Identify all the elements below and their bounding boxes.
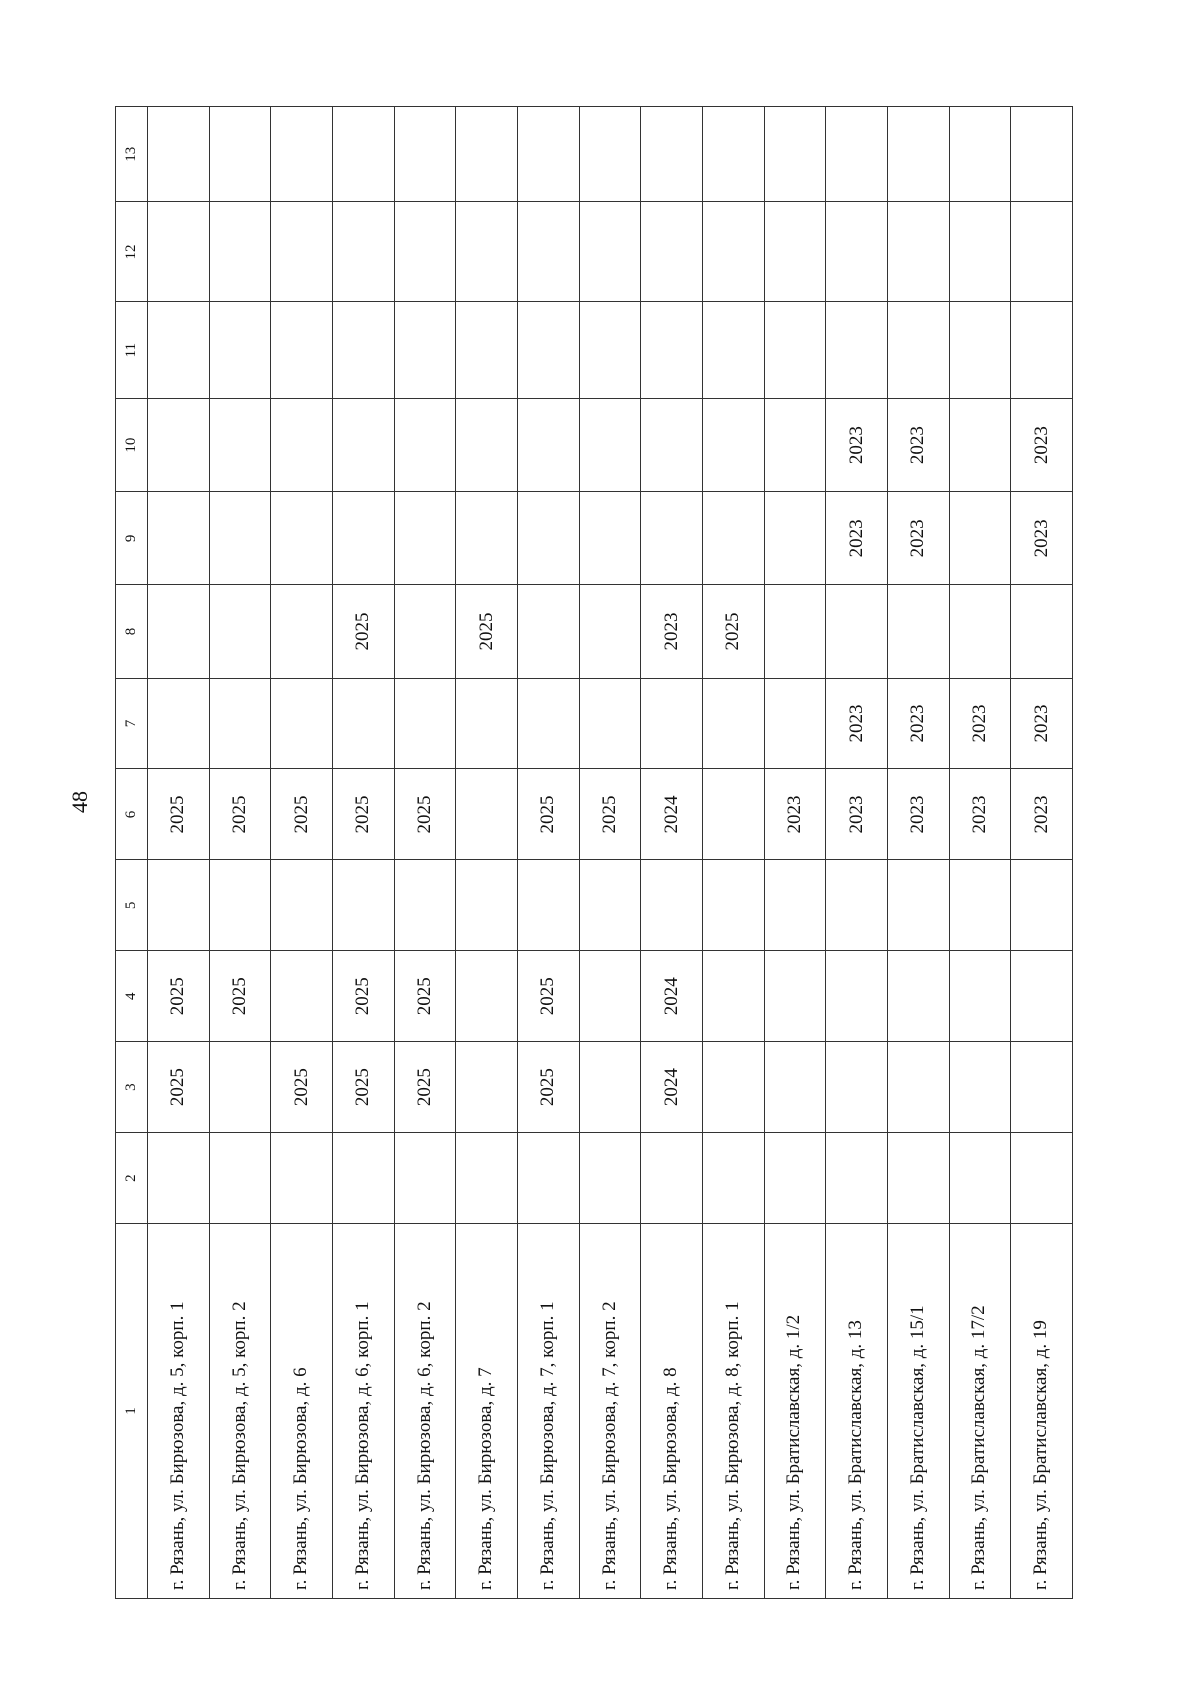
year-value: 2024: [660, 795, 682, 834]
year-value: 2025: [290, 795, 312, 834]
year-cell: [271, 860, 333, 951]
year-value: 2023: [1030, 704, 1052, 743]
year-cell: [394, 492, 456, 585]
year-cell: [702, 202, 764, 302]
year-cell: [394, 860, 456, 951]
year-cell: [456, 951, 518, 1042]
year-cell: [456, 107, 518, 203]
year-cell: [209, 1133, 271, 1224]
year-cell: [148, 951, 210, 1042]
address-cell: г. Рязань, ул. Бирюзова, д. 6, корп. 1: [332, 1224, 394, 1599]
year-cell: [271, 1133, 333, 1224]
year-cell: [332, 1133, 394, 1224]
year-cell: [826, 107, 888, 203]
year-cell: [209, 1042, 271, 1133]
year-cell: [579, 399, 641, 492]
column-header: 1: [116, 1224, 148, 1599]
year-cell: [456, 399, 518, 492]
address-cell: г. Рязань, ул. Братиславская, д. 19: [1011, 1224, 1073, 1599]
table-row: [148, 107, 210, 1599]
year-cell: [949, 951, 1011, 1042]
year-cell: [702, 860, 764, 951]
year-cell: [209, 769, 271, 860]
column-number-row: [116, 107, 148, 1599]
year-value: 2025: [352, 977, 374, 1016]
year-cell: [702, 1133, 764, 1224]
year-value: 2023: [845, 519, 867, 558]
table-body: [148, 107, 1073, 1599]
year-cell: [209, 302, 271, 399]
year-cell: [826, 492, 888, 585]
year-cell: [517, 951, 579, 1042]
year-cell: [949, 769, 1011, 860]
year-cell: [949, 678, 1011, 769]
year-cell: [271, 107, 333, 203]
rotated-table-container: [115, 106, 1073, 1599]
year-cell: [579, 107, 641, 203]
column-header: 6: [116, 769, 148, 860]
year-value: 2023: [1030, 795, 1052, 834]
year-cell: [148, 107, 210, 203]
year-cell: [702, 399, 764, 492]
year-cell: [826, 585, 888, 678]
year-cell: [579, 860, 641, 951]
year-cell: [887, 769, 949, 860]
year-cell: [148, 1042, 210, 1133]
year-cell: [456, 769, 518, 860]
column-header: 11: [116, 302, 148, 399]
year-cell: [826, 1042, 888, 1133]
table-row: [456, 107, 518, 1599]
year-cell: [641, 202, 703, 302]
table-row: [1011, 107, 1073, 1599]
year-cell: [826, 860, 888, 951]
year-cell: [332, 107, 394, 203]
year-cell: [394, 769, 456, 860]
year-cell: [517, 399, 579, 492]
year-value: 2025: [413, 1068, 435, 1107]
year-value: 2025: [290, 1068, 312, 1107]
table-row: [764, 107, 826, 1599]
year-cell: [209, 399, 271, 492]
year-value: 2025: [413, 795, 435, 834]
year-value: 2025: [598, 795, 620, 834]
year-cell: [764, 107, 826, 203]
year-cell: [764, 678, 826, 769]
column-header: 7: [116, 678, 148, 769]
year-cell: [887, 202, 949, 302]
year-cell: [764, 769, 826, 860]
year-cell: [641, 492, 703, 585]
year-cell: [949, 1042, 1011, 1133]
year-cell: [332, 202, 394, 302]
year-value: 2023: [907, 704, 929, 743]
year-cell: [1011, 399, 1073, 492]
year-cell: [209, 951, 271, 1042]
year-value: 2024: [660, 977, 682, 1016]
year-cell: [887, 951, 949, 1042]
year-cell: [949, 1133, 1011, 1224]
year-cell: [456, 585, 518, 678]
year-cell: [641, 678, 703, 769]
year-cell: [764, 492, 826, 585]
year-cell: [271, 769, 333, 860]
year-cell: [209, 860, 271, 951]
year-cell: [641, 769, 703, 860]
year-cell: [332, 769, 394, 860]
year-cell: [826, 678, 888, 769]
year-value: 2023: [660, 612, 682, 651]
year-cell: [764, 202, 826, 302]
year-value: 2025: [537, 795, 559, 834]
table-row: [332, 107, 394, 1599]
address-cell: г. Рязань, ул. Бирюзова, д. 5, корп. 1: [148, 1224, 210, 1599]
year-cell: [887, 678, 949, 769]
year-value: 2023: [845, 704, 867, 743]
year-cell: [517, 769, 579, 860]
year-cell: [332, 678, 394, 769]
year-value: 2023: [968, 795, 990, 834]
year-cell: [517, 1133, 579, 1224]
data-table: [115, 106, 1073, 1599]
year-value: 2025: [352, 612, 374, 651]
year-cell: [764, 951, 826, 1042]
table-row: [887, 107, 949, 1599]
year-cell: [949, 585, 1011, 678]
year-cell: [394, 1133, 456, 1224]
year-value: 2023: [783, 795, 805, 834]
year-cell: [641, 585, 703, 678]
year-cell: [332, 951, 394, 1042]
year-value: 2023: [907, 426, 929, 465]
year-cell: [148, 678, 210, 769]
year-cell: [1011, 860, 1073, 951]
year-cell: [702, 769, 764, 860]
year-cell: [271, 302, 333, 399]
year-value: 2023: [907, 795, 929, 834]
year-cell: [887, 492, 949, 585]
year-cell: [1011, 951, 1073, 1042]
year-value: 2025: [352, 795, 374, 834]
column-header: 12: [116, 202, 148, 302]
year-cell: [887, 585, 949, 678]
year-cell: [641, 399, 703, 492]
year-cell: [148, 585, 210, 678]
year-value: 2025: [352, 1068, 374, 1107]
table-row: [826, 107, 888, 1599]
year-cell: [394, 202, 456, 302]
year-cell: [394, 302, 456, 399]
year-cell: [517, 107, 579, 203]
year-cell: [764, 1042, 826, 1133]
year-cell: [271, 1042, 333, 1133]
year-cell: [209, 585, 271, 678]
year-value: 2023: [845, 426, 867, 465]
year-cell: [456, 202, 518, 302]
year-cell: [148, 399, 210, 492]
year-value: 2025: [167, 1068, 189, 1107]
year-cell: [702, 302, 764, 399]
year-cell: [1011, 1133, 1073, 1224]
year-cell: [641, 951, 703, 1042]
year-cell: [271, 585, 333, 678]
address-cell: г. Рязань, ул. Бирюзова, д. 6, корп. 2: [394, 1224, 456, 1599]
table-row: [517, 107, 579, 1599]
year-cell: [702, 585, 764, 678]
address-cell: г. Рязань, ул. Бирюзова, д. 8, корп. 1: [702, 1224, 764, 1599]
year-cell: [887, 302, 949, 399]
column-header: 13: [116, 107, 148, 203]
year-cell: [579, 1133, 641, 1224]
year-cell: [702, 951, 764, 1042]
year-cell: [1011, 678, 1073, 769]
year-cell: [887, 399, 949, 492]
year-cell: [826, 302, 888, 399]
year-cell: [702, 107, 764, 203]
year-cell: [394, 107, 456, 203]
year-cell: [209, 678, 271, 769]
year-value: 2024: [660, 1068, 682, 1107]
year-cell: [148, 769, 210, 860]
year-cell: [764, 302, 826, 399]
year-cell: [949, 202, 1011, 302]
year-value: 2023: [907, 519, 929, 558]
year-cell: [456, 302, 518, 399]
year-cell: [579, 678, 641, 769]
year-cell: [271, 399, 333, 492]
year-value: 2025: [722, 612, 744, 651]
year-cell: [764, 1133, 826, 1224]
year-cell: [148, 860, 210, 951]
year-cell: [148, 1133, 210, 1224]
year-cell: [271, 678, 333, 769]
year-cell: [641, 107, 703, 203]
year-value: 2023: [968, 704, 990, 743]
year-cell: [394, 585, 456, 678]
year-cell: [1011, 1042, 1073, 1133]
year-cell: [517, 202, 579, 302]
year-cell: [332, 1042, 394, 1133]
year-cell: [949, 302, 1011, 399]
year-cell: [641, 1042, 703, 1133]
year-cell: [887, 860, 949, 951]
column-header: 2: [116, 1133, 148, 1224]
year-cell: [517, 585, 579, 678]
address-cell: г. Рязань, ул. Бирюзова, д. 7: [456, 1224, 518, 1599]
year-cell: [332, 492, 394, 585]
year-cell: [456, 492, 518, 585]
year-cell: [579, 492, 641, 585]
year-cell: [271, 202, 333, 302]
year-cell: [517, 302, 579, 399]
year-cell: [764, 585, 826, 678]
year-value: 2023: [845, 795, 867, 834]
year-cell: [1011, 202, 1073, 302]
year-cell: [332, 860, 394, 951]
year-cell: [764, 399, 826, 492]
year-cell: [949, 107, 1011, 203]
year-value: 2025: [537, 977, 559, 1016]
year-cell: [394, 399, 456, 492]
year-cell: [394, 678, 456, 769]
year-cell: [826, 399, 888, 492]
address-cell: г. Рязань, ул. Бирюзова, д. 7, корп. 1: [517, 1224, 579, 1599]
year-cell: [1011, 585, 1073, 678]
year-cell: [702, 492, 764, 585]
year-cell: [271, 492, 333, 585]
year-value: 2025: [228, 795, 250, 834]
year-cell: [702, 1042, 764, 1133]
address-cell: г. Рязань, ул. Братиславская, д. 15/1: [887, 1224, 949, 1599]
year-cell: [148, 302, 210, 399]
year-cell: [579, 769, 641, 860]
table-row: [702, 107, 764, 1599]
year-cell: [517, 492, 579, 585]
column-header: 9: [116, 492, 148, 585]
address-cell: г. Рязань, ул. Бирюзова, д. 8: [641, 1224, 703, 1599]
year-cell: [1011, 492, 1073, 585]
year-value: 2023: [1030, 426, 1052, 465]
year-cell: [826, 769, 888, 860]
year-cell: [579, 302, 641, 399]
year-cell: [394, 1042, 456, 1133]
year-cell: [826, 951, 888, 1042]
year-value: 2025: [167, 795, 189, 834]
address-cell: г. Рязань, ул. Братиславская, д. 13: [826, 1224, 888, 1599]
year-cell: [271, 951, 333, 1042]
column-header: 3: [116, 1042, 148, 1133]
year-cell: [148, 202, 210, 302]
year-cell: [332, 302, 394, 399]
year-cell: [949, 399, 1011, 492]
address-cell: г. Рязань, ул. Бирюзова, д. 7, корп. 2: [579, 1224, 641, 1599]
year-cell: [456, 1133, 518, 1224]
year-cell: [887, 1133, 949, 1224]
year-cell: [456, 860, 518, 951]
year-value: 2023: [1030, 519, 1052, 558]
year-cell: [456, 678, 518, 769]
year-cell: [887, 1042, 949, 1133]
year-value: 2025: [228, 977, 250, 1016]
year-cell: [641, 302, 703, 399]
column-header: 8: [116, 585, 148, 678]
year-cell: [1011, 769, 1073, 860]
column-header: 10: [116, 399, 148, 492]
year-cell: [702, 678, 764, 769]
year-cell: [579, 202, 641, 302]
address-cell: г. Рязань, ул. Бирюзова, д. 6: [271, 1224, 333, 1599]
table-row: [394, 107, 456, 1599]
year-cell: [764, 860, 826, 951]
table-row: [579, 107, 641, 1599]
year-cell: [209, 492, 271, 585]
year-cell: [1011, 302, 1073, 399]
table-row: [641, 107, 703, 1599]
year-cell: [826, 1133, 888, 1224]
year-cell: [887, 107, 949, 203]
table-row: [271, 107, 333, 1599]
table-row: [949, 107, 1011, 1599]
column-header: 5: [116, 860, 148, 951]
page-number: 48: [67, 791, 92, 813]
year-cell: [148, 492, 210, 585]
year-cell: [332, 399, 394, 492]
year-cell: [579, 1042, 641, 1133]
year-cell: [579, 585, 641, 678]
year-cell: [332, 585, 394, 678]
address-cell: г. Рязань, ул. Братиславская, д. 1/2: [764, 1224, 826, 1599]
year-value: 2025: [537, 1068, 559, 1107]
year-cell: [209, 107, 271, 203]
year-cell: [949, 492, 1011, 585]
year-cell: [1011, 107, 1073, 203]
address-cell: г. Рязань, ул. Братиславская, д. 17/2: [949, 1224, 1011, 1599]
column-header: 4: [116, 951, 148, 1042]
year-value: 2025: [475, 612, 497, 651]
year-value: 2025: [413, 977, 435, 1016]
year-cell: [641, 1133, 703, 1224]
year-cell: [517, 1042, 579, 1133]
year-cell: [826, 202, 888, 302]
year-cell: [394, 951, 456, 1042]
year-cell: [949, 860, 1011, 951]
year-cell: [517, 678, 579, 769]
year-cell: [209, 202, 271, 302]
table-row: [209, 107, 271, 1599]
address-cell: г. Рязань, ул. Бирюзова, д. 5, корп. 2: [209, 1224, 271, 1599]
year-cell: [641, 860, 703, 951]
year-cell: [579, 951, 641, 1042]
year-value: 2025: [167, 977, 189, 1016]
year-cell: [456, 1042, 518, 1133]
year-cell: [517, 860, 579, 951]
